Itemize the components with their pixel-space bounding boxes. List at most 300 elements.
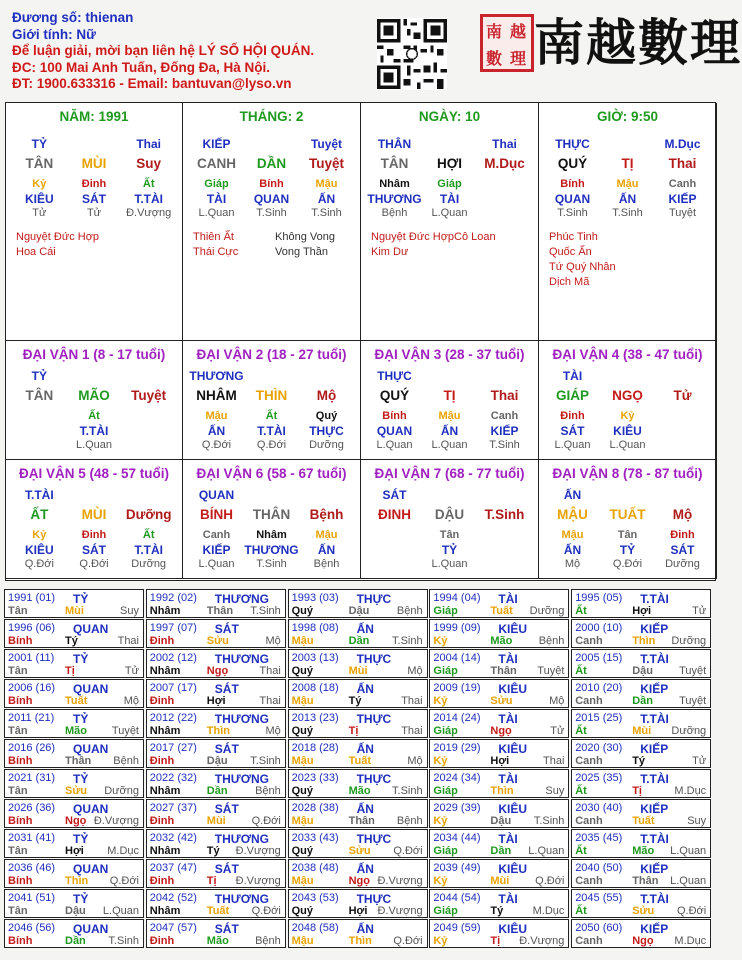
year-stem: Mậu (291, 875, 314, 887)
ten-god-row-item (244, 369, 299, 383)
stem-branch-row-item: QUÝ (557, 156, 588, 171)
year-label: 2037 (47) (149, 862, 197, 874)
hidden-god-row-item: ẤN (618, 192, 637, 206)
cell-title: ĐẠI VẬN 1 (8 - 17 tuổi) (22, 347, 166, 362)
ten-god-row (12, 369, 176, 383)
year-label: 1994 (04) (433, 592, 481, 604)
year-label: 2010 (20) (575, 682, 623, 694)
phase-row-item: L.Quan (75, 439, 113, 451)
shensha-item: Tứ Quý Nhân (549, 261, 616, 273)
year-cell (429, 679, 569, 708)
phase-row (12, 558, 176, 572)
year-cell (146, 739, 286, 768)
shensha-item: Nguyệt Đức HợpCô Loan (371, 231, 496, 243)
shensha-item: Kim Dư (371, 246, 409, 258)
year-ten-god: T.TÀI (640, 832, 669, 846)
ten-god-row-item (299, 488, 354, 502)
year-cell (571, 919, 711, 948)
stem-branch-row-item: TUẤT (609, 507, 646, 522)
year-cell (288, 619, 428, 648)
qr-code (377, 18, 447, 90)
ten-god-row-item: TÀI (562, 369, 583, 383)
stem-branch-row-item: TỊ (443, 388, 456, 403)
stem-branch-row-item: DẬU (434, 507, 465, 522)
year-branch: Dậu (632, 665, 653, 677)
year-cell (288, 829, 428, 858)
phase-row-item: Dưỡng (131, 558, 167, 570)
year-ten-god: KIẾP (640, 622, 669, 636)
stem-branch-row-item: Tuyệt (131, 388, 167, 403)
year-ten-god: THƯƠNG (214, 892, 269, 906)
year-cell (288, 649, 428, 678)
ten-god-row-item (600, 137, 655, 151)
dai-van-cell (539, 341, 717, 460)
year-ten-god: QUAN (73, 742, 109, 756)
year-phase: Bệnh (396, 815, 423, 827)
year-phase: T.Sinh (533, 815, 565, 827)
hidden-god-row-item: SÁT (560, 424, 585, 438)
cell-title: ĐẠI VẬN 4 (38 - 47 tuổi) (552, 347, 703, 362)
ten-god-row-item: Thai (136, 137, 162, 151)
year-branch: Thìn (632, 635, 656, 647)
phase-row-item: T.Sinh (256, 207, 287, 219)
year-ten-god: THỰC (356, 892, 392, 906)
shensha-list (371, 230, 496, 260)
year-cell (571, 799, 711, 828)
stem-branch-row (367, 156, 532, 170)
hidden-god-row-item: ẤN (317, 192, 336, 206)
year-stem: Canh (575, 815, 603, 827)
shensha-list (193, 230, 238, 260)
year-cell (146, 589, 286, 618)
year-stem: Giáp (433, 905, 458, 917)
year-phase: T.Sinh (392, 635, 423, 647)
year-stem: Kỷ (433, 695, 448, 707)
year-stem: Tân (8, 725, 28, 737)
year-cell (571, 769, 711, 798)
year-phase: Thai (117, 635, 139, 647)
hidden-god-row-item: KIÊU (613, 424, 642, 438)
year-label: 2038 (48) (291, 862, 339, 874)
year-ten-god: THƯƠNG (214, 772, 269, 786)
hidden-stem-row (545, 410, 710, 424)
year-phase: Tử (550, 725, 565, 737)
year-ten-god: KIÊU (498, 682, 528, 696)
year-stem: Đinh (149, 875, 175, 887)
year-phase: Tử (692, 605, 707, 617)
hidden-god-row-item: ẤN (317, 543, 336, 557)
year-stem: Canh (575, 635, 603, 647)
phase-row-item: Dưỡng (309, 439, 344, 451)
phase-row-item: Đ.Vượng (126, 207, 172, 219)
phase-row-item: Q.Đới (79, 558, 109, 570)
hidden-god-row (12, 424, 176, 438)
owner-name: Đương số: thienan (12, 10, 134, 25)
stem-branch-row-item: MÙI (81, 156, 107, 171)
year-branch: Tuất (65, 695, 88, 707)
stem-branch-row-item: T.Sinh (484, 507, 525, 522)
year-label: 2045 (55) (575, 892, 623, 904)
stem-branch-row (545, 156, 710, 170)
phase-row (367, 439, 532, 453)
year-stem: Ất (575, 905, 587, 917)
year-label: 2035 (45) (575, 832, 623, 844)
year-ten-god: SÁT (214, 802, 239, 816)
year-stem: Mậu (291, 935, 314, 947)
hidden-god-row-item: TỶ (619, 543, 636, 557)
year-branch: Mùi (632, 725, 652, 737)
year-branch: Dần (348, 635, 370, 647)
year-cell (288, 769, 428, 798)
year-ten-god: SÁT (214, 622, 239, 636)
year-stem: Nhâm (149, 605, 181, 617)
year-cell (571, 589, 711, 618)
phase-row-item: Q.Đới (256, 439, 287, 451)
dai-van-cell (183, 341, 361, 460)
year-phase: M.Dục (107, 845, 139, 857)
ten-god-row (545, 488, 710, 502)
year-stem: Đinh (149, 695, 175, 707)
year-label: 2007 (17) (149, 682, 197, 694)
hidden-stem-row-item: Canh (668, 178, 697, 190)
ten-god-row-item (477, 369, 532, 383)
year-ten-god: THỰC (356, 832, 392, 846)
year-branch: Sửu (65, 785, 88, 797)
year-cell (146, 829, 286, 858)
year-ten-god: THỰC (356, 772, 392, 786)
year-label: 2031 (41) (8, 832, 56, 844)
ten-god-row-item: Thai (492, 137, 517, 151)
pillars-chart (5, 102, 716, 581)
year-ten-god: THỰC (356, 652, 392, 666)
ten-god-row (367, 137, 532, 151)
year-phase: Bệnh (255, 935, 281, 947)
shensha-item: Không Vong (275, 231, 335, 243)
year-stem: Quý (291, 785, 313, 797)
stem-branch-row-item: TÂN (380, 156, 409, 171)
year-branch: Mùi (348, 665, 368, 677)
hidden-stem-row-item: Đinh (81, 529, 107, 541)
year-branch: Dậu (206, 755, 228, 767)
cell-title: ĐẠI VẬN 6 (58 - 67 tuổi) (196, 466, 347, 481)
ten-god-row-item: T.TÀI (25, 488, 54, 502)
hidden-god-row (12, 192, 176, 206)
stem-branch-row (367, 388, 532, 402)
year-stem: Canh (575, 875, 603, 887)
phase-row-item (367, 558, 422, 572)
shensha-item: Vong Thần (275, 246, 329, 258)
phase-row-item (655, 439, 710, 453)
year-phase: Tử (692, 755, 707, 767)
year-cell (288, 679, 428, 708)
dai-van-cell (183, 460, 361, 579)
year-stem: Giáp (433, 605, 458, 617)
year-branch: Thân (490, 665, 517, 677)
stem-branch-row-item: Suy (136, 156, 162, 171)
phase-row-item: Mộ (564, 558, 581, 570)
year-branch: Sửu (348, 845, 371, 857)
phase-row (189, 558, 354, 572)
phase-row-item: Q.Đới (612, 558, 643, 570)
year-stem: Nhâm (149, 845, 181, 857)
year-phase: Thai (259, 695, 281, 707)
year-ten-god: KIÊU (498, 742, 528, 756)
year-label: 2024 (34) (433, 772, 481, 784)
stem-branch-row (12, 156, 176, 170)
hidden-god-row-item: SÁT (82, 192, 106, 206)
hidden-stem-row-item (367, 529, 422, 543)
dai-van-cell (361, 460, 539, 579)
year-branch: Thân (348, 815, 375, 827)
phase-row (545, 439, 710, 453)
hidden-stem-row-item: Giáp (437, 178, 462, 190)
year-ten-god: QUAN (73, 922, 109, 936)
year-stem: Kỷ (433, 815, 448, 827)
stem-branch-row (12, 507, 176, 521)
year-branch: Hợi (348, 905, 368, 917)
year-cell (288, 889, 428, 918)
annual-luck-table (4, 589, 716, 956)
year-stem: Quý (291, 665, 313, 677)
year-ten-god: T.TÀI (640, 712, 669, 726)
year-branch: Mão (632, 845, 655, 857)
seal-char: 南 (486, 22, 503, 41)
year-phase: Suy (545, 785, 565, 797)
hidden-stem-row-item: Nhâm (379, 178, 410, 190)
year-stem: Nhâm (149, 665, 181, 677)
year-cell (4, 709, 144, 738)
hidden-stem-row-item: Canh (490, 410, 519, 422)
ten-god-row-item: Tuyệt (310, 137, 343, 151)
year-ten-god: QUAN (73, 622, 109, 636)
year-phase: Dưỡng (671, 635, 707, 647)
hidden-god-row-item: TÀI (206, 192, 227, 206)
ten-god-row-item: QUAN (198, 488, 235, 502)
year-branch: Dần (632, 695, 653, 707)
hidden-stem-row-item: Mậu (616, 178, 639, 190)
stem-branch-row-item: TÂN (25, 388, 54, 403)
year-branch: Tị (65, 665, 75, 677)
hidden-god-row-item (367, 543, 422, 557)
year-branch: Mùi (65, 605, 84, 617)
hidden-stem-row-item: Giáp (204, 178, 229, 190)
year-stem: Mậu (291, 695, 314, 707)
year-label: 2042 (52) (149, 892, 197, 904)
year-branch: Thân (632, 875, 659, 887)
hidden-stem-row-item: Ất (265, 410, 278, 422)
year-ten-god: THƯƠNG (214, 712, 269, 726)
stem-branch-row-item: ĐINH (378, 507, 411, 522)
year-stem: Quý (291, 905, 313, 917)
hidden-stem-row-item: Bính (382, 410, 407, 422)
year-ten-god: T.TÀI (640, 892, 669, 906)
year-cell (429, 919, 569, 948)
year-ten-god: ẤN (356, 802, 374, 816)
hidden-stem-row (545, 529, 710, 543)
year-label: 2050 (60) (575, 922, 623, 934)
phase-row-item: Tử (86, 207, 102, 219)
year-stem: Tân (8, 785, 28, 797)
shensha-item: Hoa Cái (16, 246, 56, 258)
year-label: 2023 (33) (291, 772, 339, 784)
year-ten-god: TỶ (73, 772, 89, 786)
ten-god-row-item: THỰC (377, 369, 412, 383)
year-phase: Q.Đới (251, 905, 281, 917)
year-branch: Mùi (206, 815, 226, 827)
stem-branch-row-item: BÍNH (200, 507, 233, 522)
year-branch: Thân (65, 755, 92, 767)
year-branch: Tuất (348, 755, 371, 767)
cell-title: NGÀY: 10 (418, 109, 481, 124)
year-label: 2025 (35) (575, 772, 623, 784)
hidden-stem-row-item: Bính (259, 178, 284, 190)
year-branch: Tý (490, 905, 504, 917)
year-label: 2041 (51) (8, 892, 56, 904)
year-branch: Thìn (65, 875, 89, 887)
year-phase: Tuyệt (111, 725, 139, 737)
hidden-stem-row-item: Tân (617, 529, 638, 541)
cell-title: ĐẠI VẬN 2 (18 - 27 tuổi) (196, 347, 347, 362)
year-ten-god: THỰC (356, 712, 392, 726)
phase-row-item: L.Quan (431, 558, 468, 570)
year-phase: Đ.Vượng (519, 935, 565, 947)
year-phase: Thai (542, 755, 565, 767)
year-phase: Suy (120, 605, 139, 617)
year-cell (288, 739, 428, 768)
year-stem: Tân (8, 665, 28, 677)
year-phase: T.Sinh (392, 785, 423, 797)
year-branch: Tuất (632, 815, 655, 827)
year-cell (571, 709, 711, 738)
year-cell (429, 619, 569, 648)
year-branch: Tuất (490, 605, 513, 617)
year-label: 2039 (49) (433, 862, 481, 874)
year-stem: Quý (291, 605, 313, 617)
year-ten-god: KIẾP (640, 862, 669, 876)
phase-row-item: L.Quan (431, 439, 468, 451)
year-cell (429, 769, 569, 798)
phase-row-item (121, 439, 176, 453)
year-branch: Ngọ (490, 725, 512, 737)
hidden-god-row (545, 424, 710, 438)
year-phase: Mộ (265, 635, 281, 647)
year-ten-god: TỶ (73, 892, 89, 906)
year-cell (4, 919, 144, 948)
year-phase: Đ.Vượng (235, 875, 281, 887)
year-ten-god: TỶ (73, 652, 89, 666)
ten-god-row-item (67, 137, 122, 151)
stem-branch-row-item: ẤT (30, 507, 49, 522)
year-label: 2003 (13) (291, 652, 339, 664)
year-phase: Q.Đới (393, 845, 423, 857)
year-stem: Giáp (433, 725, 458, 737)
year-label: 2004 (14) (433, 652, 481, 664)
year-ten-god: T.TÀI (640, 652, 669, 666)
year-phase: M.Dục (674, 785, 707, 797)
year-stem: Mậu (291, 755, 314, 767)
year-branch: Mùi (490, 875, 510, 887)
year-ten-god: KIÊU (498, 922, 528, 936)
year-phase: Q.Đới (393, 935, 423, 947)
year-cell (429, 709, 569, 738)
year-stem: Đinh (149, 635, 175, 647)
phase-row-item: Tử (32, 207, 47, 219)
year-stem: Đinh (149, 935, 175, 947)
shensha-list (549, 230, 616, 290)
year-label: 2011 (21) (8, 712, 55, 724)
ten-god-row (367, 488, 532, 502)
hidden-god-row (367, 424, 532, 438)
year-stem: Quý (291, 845, 313, 857)
year-phase: M.Dục (532, 905, 565, 917)
year-branch: Dần (65, 935, 86, 947)
stem-branch-row-item: QUÝ (379, 388, 410, 403)
cell-title: ĐẠI VẬN 3 (28 - 37 tuổi) (374, 347, 525, 362)
cell-title: GIỜ: 9:50 (596, 109, 659, 124)
stem-branch-row-item: Thai (668, 156, 697, 171)
ten-god-row-item (422, 137, 477, 151)
year-phase: Bệnh (396, 605, 423, 617)
year-cell (146, 649, 286, 678)
hidden-god-row (545, 192, 710, 206)
dai-van-cell (539, 460, 717, 579)
pillar-cell (6, 103, 183, 341)
year-phase: Bệnh (255, 785, 281, 797)
year-ten-god: QUAN (73, 802, 109, 816)
phase-row (545, 558, 710, 572)
hidden-stem-row-item: Ất (142, 178, 155, 190)
stem-branch-row-item: Mộ (316, 388, 337, 403)
year-branch: Mão (206, 935, 229, 947)
hidden-stem-row (189, 410, 354, 424)
year-stem: Canh (575, 935, 603, 947)
ten-god-row-item (244, 488, 299, 502)
year-stem: Kỷ (433, 935, 448, 947)
hidden-stem-row (12, 178, 176, 192)
year-branch: Tị (348, 725, 359, 737)
year-branch: Dậu (65, 905, 86, 917)
phase-row-item: T.Sinh (557, 207, 588, 219)
ten-god-row-item: THÂN (377, 137, 412, 151)
year-cell (288, 589, 428, 618)
year-phase: Q.Đới (676, 905, 707, 917)
year-stem: Giáp (433, 665, 458, 677)
hidden-god-row (367, 192, 532, 206)
hidden-god-row (367, 543, 532, 557)
year-stem: Kỷ (433, 635, 448, 647)
year-phase: Bệnh (538, 635, 565, 647)
year-ten-god: ẤN (356, 682, 374, 696)
year-cell (146, 769, 286, 798)
hidden-stem-row (189, 178, 354, 192)
hidden-stem-row-item: Kỷ (32, 529, 47, 541)
phase-row-item: L.Quan (609, 439, 646, 451)
stem-branch-row-item: Tuyệt (308, 156, 344, 171)
ten-god-row (12, 488, 176, 502)
year-phase: Tuyệt (537, 665, 565, 677)
seal-char: 數 (486, 49, 503, 68)
year-cell (429, 739, 569, 768)
year-cell (4, 769, 144, 798)
seal-char: 越 (510, 22, 527, 41)
year-ten-god: KIÊU (498, 802, 528, 816)
year-ten-god: TÀI (498, 892, 518, 906)
year-label: 2044 (54) (433, 892, 481, 904)
hidden-god-row-item: SÁT (82, 543, 106, 557)
red-seal-logo (480, 14, 534, 72)
year-label: 2029 (39) (433, 802, 481, 814)
hidden-stem-row (367, 529, 532, 543)
